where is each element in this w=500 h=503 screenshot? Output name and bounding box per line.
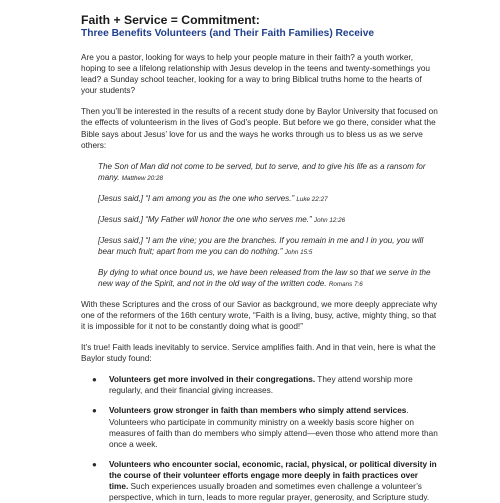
quote-reference: John 15:5 <box>284 248 313 256</box>
scripture-quote <box>98 214 438 226</box>
bullet-icon: ● <box>92 406 97 416</box>
quote-text: [Jesus said,] “My Father will honor the one who serves me.” <box>98 214 312 224</box>
findings-list <box>81 374 438 503</box>
study-findings-intro: It’s true! Faith leads inevitably to service. Service amplifies faith. And in that vein, here is what the Baylor study found: <box>81 343 436 364</box>
list-item <box>81 374 438 396</box>
list-item <box>81 405 438 449</box>
list-item <box>81 459 438 503</box>
bullet-icon: ● <box>92 459 97 469</box>
finding-text: They attend worship more regularly, and their financial giving increases. <box>109 375 413 396</box>
quote-text: [Jesus said,] “I am among you as the one who serves.” <box>98 193 295 203</box>
scripture-quote <box>98 235 438 258</box>
scripture-quotes <box>81 161 438 290</box>
finding-text: Such experiences usually broaden and sometimes even challenge a volunteer’s perspective, which in turn, leads to more regular prayer, generosity, and Scripture study. <box>109 481 430 503</box>
quote-text: By dying to what once bound us, we have been released from the law so that we serve in the new way of the Spirit, and not in the old way of the written code. <box>98 267 431 288</box>
quote-reference: John 12:26 <box>313 216 346 224</box>
document-subtitle: Three Benefits Volunteers (and Their Faith Families) Receive <box>81 28 375 39</box>
quote-text: [Jesus said,] “I am the vine; you are the branches. If you remain in me and I in you, you will bear much fruit; apart from me you can do nothing.” <box>98 235 424 256</box>
scripture-quote <box>98 193 438 205</box>
quote-text: The Son of Man did not come to be served, but to serve, and to give his life as a ransom for many. <box>98 161 426 182</box>
finding-text: . Volunteers who participate in community ministry on a weekly basis score higher on measures of faith than do members who simply attend—even those who attend more than once a week. <box>109 406 438 449</box>
reformer-paragraph: With these Scriptures and the cross of our Savior as background, we more deeply appreciate why one of the reformers of the 16th century wrote, “Faith is a living, busy, active, mighty thing, so that it is impossible for it not to be constantly doing what is good!” <box>81 299 438 331</box>
quote-reference: Luke 22:27 <box>296 195 328 203</box>
quote-reference: Matthew 20:28 <box>121 174 164 182</box>
finding-heading: Volunteers get more involved in their congregations. <box>109 375 316 385</box>
quote-reference: Romans 7:6 <box>328 280 363 288</box>
intro-paragraph: Are you a pastor, looking for ways to help your people mature in their faith? a youth worker, hoping to see a lifelong relationship with Jesus develop in the teens and twenty-somethings you lead? a Sunday school teacher, looking for a way to bring Biblical truths home to the hearts of your students? <box>81 53 431 96</box>
document-title: Faith + Service = Commitment: <box>81 13 260 27</box>
finding-heading: Volunteers grow stronger in faith than members who simply attend services <box>109 406 407 416</box>
scripture-quote <box>98 161 438 184</box>
finding-heading: Volunteers who encounter social, economic, racial, physical, or political diversity in the course of their volunteer efforts engage more deeply in faith practices over time. <box>109 459 437 491</box>
bullet-icon: ● <box>92 375 97 385</box>
scripture-quote <box>98 267 438 290</box>
study-intro-paragraph: Then you’ll be interested in the results of a recent study done by Baylor University that focused on the effects of volunteerism in the lives of God’s people. But before we go there, consider what the Bible says about Jesus’ love for us and the ways he works through us to bless us as we serve others: <box>81 107 438 150</box>
